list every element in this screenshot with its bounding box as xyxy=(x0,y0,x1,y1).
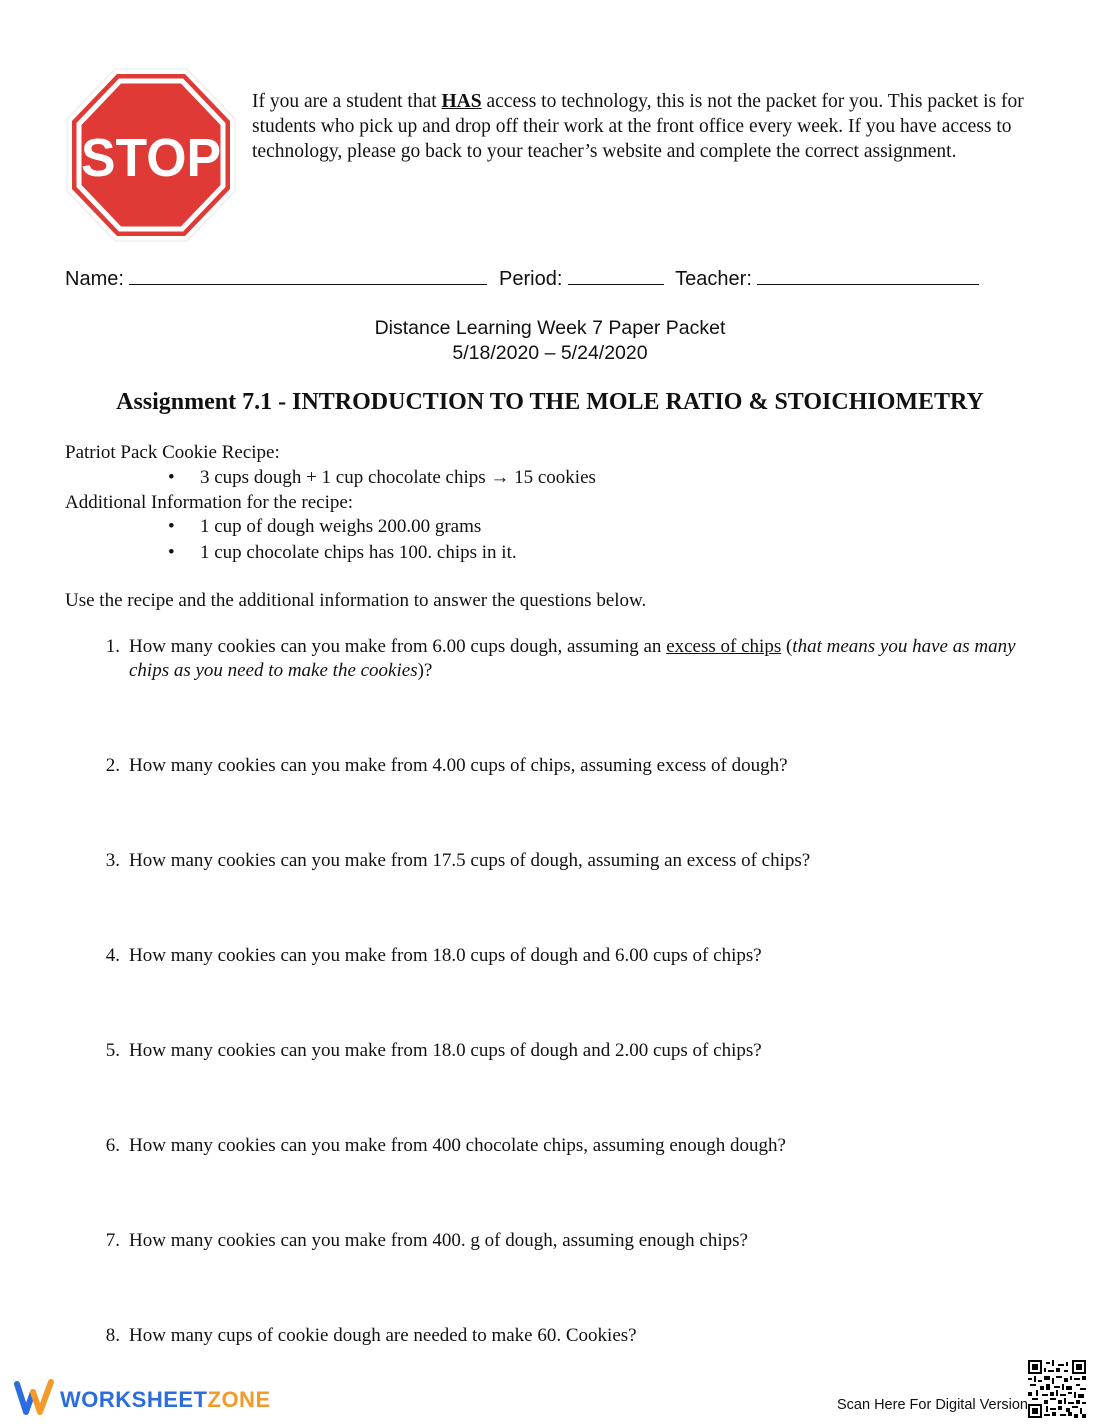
question-number: 3. xyxy=(105,850,120,871)
intro-paragraph xyxy=(252,89,1042,164)
bullet-icon: • xyxy=(168,467,175,488)
teacher-label: Teacher: xyxy=(675,268,752,290)
qr-code-icon[interactable] xyxy=(1028,1360,1086,1418)
bullet-icon: • xyxy=(168,516,175,537)
question-text: How many cookies can you make from 400. g of dough, assuming enough chips? xyxy=(129,1230,748,1251)
period-field[interactable] xyxy=(568,264,664,285)
question-text: How many cookies can you make from 18.0 cups of dough and 6.00 cups of chips? xyxy=(129,945,762,966)
period-label: Period: xyxy=(499,268,563,290)
question-number: 6. xyxy=(105,1135,120,1156)
question-text: How many cookies can you make from 4.00 cups of chips, assuming excess of dough? xyxy=(129,755,788,776)
packet-title: Distance Learning Week 7 Paper Packet xyxy=(374,317,726,339)
question-text: How many cups of cookie dough are needed to make 60. Cookies? xyxy=(129,1325,637,1346)
assignment-title: Assignment 7.1 - INTRODUCTION TO THE MOLE RATIO & STOICHIOMETRY xyxy=(116,389,984,415)
name-field[interactable] xyxy=(129,264,487,285)
intro-emphasis: HAS xyxy=(441,91,482,112)
scan-label: Scan Here For Digital Version xyxy=(837,1397,1028,1413)
teacher-field[interactable] xyxy=(757,264,979,285)
question-number: 1. xyxy=(105,636,120,657)
question-number: 2. xyxy=(105,755,120,776)
additional-info-text: 1 cup of dough weighs 200.00 grams xyxy=(200,516,482,537)
question-text: How many cookies can you make from 400 chocolate chips, assuming enough dough? xyxy=(129,1135,786,1156)
additional-info-text: 1 cup chocolate chips has 100. chips in it. xyxy=(200,542,517,563)
worksheetzone-logo[interactable] xyxy=(14,1378,274,1418)
student-info-row xyxy=(65,264,1065,293)
logo-wordmark: WORKSHEETZONE xyxy=(60,1387,271,1412)
recipe-item-text: 3 cups dough + 1 cup chocolate chips → 15 cookies xyxy=(200,467,596,488)
additional-info-item xyxy=(168,540,517,565)
additional-info-item xyxy=(168,514,482,539)
logo-mark-icon xyxy=(14,1378,56,1418)
question-number: 4. xyxy=(105,945,120,966)
bullet-icon: • xyxy=(168,542,175,563)
recipe-heading: Patriot Pack Cookie Recipe: xyxy=(65,442,280,463)
question-text: How many cookies can you make from 6.00 cups dough, assuming an excess of chips (that means you have as many chips as you need to make the cookies)? xyxy=(129,636,1016,681)
recipe-item xyxy=(168,465,596,490)
question-text: How many cookies can you make from 17.5 cups of dough, assuming an excess of chips? xyxy=(129,850,811,871)
stop-sign-text: STOP xyxy=(81,128,221,188)
instructions: Use the recipe and the additional information to answer the questions below. xyxy=(65,590,647,611)
date-range: 5/18/2020 – 5/24/2020 xyxy=(452,342,648,364)
name-label: Name: xyxy=(65,268,124,290)
question-number: 5. xyxy=(105,1040,120,1061)
question-number: 7. xyxy=(105,1230,120,1251)
additional-info-heading: Additional Information for the recipe: xyxy=(65,492,354,513)
intro-text-start: If you are a student that xyxy=(252,91,442,112)
question-number: 8. xyxy=(105,1325,120,1346)
question-text: How many cookies can you make from 18.0 cups of dough and 2.00 cups of chips? xyxy=(129,1040,762,1061)
stop-sign-icon xyxy=(64,66,238,244)
intro-text-end: access to technology, this is not the packet for you. This packet is for students who pick up and drop off their work at the front office every week. If you have access to technology, please go back to your teacher’s website and complete the correct assignment. xyxy=(252,91,1024,162)
